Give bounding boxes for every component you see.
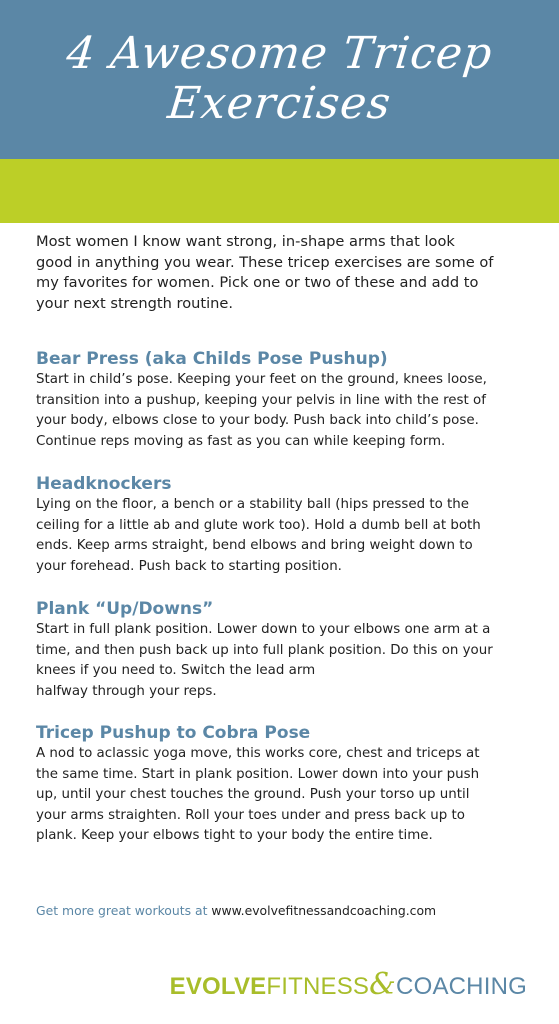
- intro-line: my favorites for women. Pick one or two of these and add to: [36, 274, 479, 291]
- exercise-bear-press: [36, 348, 541, 452]
- exercise-title: Tricep Pushup to Cobra Pose: [36, 723, 311, 743]
- accent-band: [0, 159, 559, 223]
- exercise-line: transition into a pushup, keeping your pelvis in line with the rest of: [36, 392, 486, 408]
- logo-word-fitness: FITNESS: [266, 973, 370, 1000]
- intro-paragraph: [36, 232, 536, 314]
- exercise-line: Start in child’s pose. Keeping your feet on the ground, knees loose,: [36, 372, 487, 387]
- exercise-line: your body, elbows close to your body. Push back into child’s pose.: [36, 413, 479, 428]
- intro-line: good in anything you wear. These tricep exercises are some of: [36, 253, 494, 271]
- exercise-headknockers: [36, 473, 541, 577]
- logo-ampersand: &: [369, 967, 397, 1002]
- exercise-line: time, and then push back up into full plank position. Do this on your: [36, 642, 493, 658]
- brand-logo: [169, 967, 527, 1002]
- exercise-line: Continue reps moving as fast as you can while keeping form.: [36, 433, 446, 449]
- website-link[interactable]: www.evolvefitnessandcoaching.com: [211, 903, 437, 918]
- exercise-tricep-pushup-cobra: [36, 722, 541, 847]
- page-title-line-2: Exercises: [165, 78, 394, 129]
- exercise-title: Plank “Up/Downs”: [36, 599, 214, 619]
- footer-promo: [36, 903, 436, 918]
- exercise-line: your forehead. Push back to starting position.: [36, 558, 342, 574]
- logo-word-evolve: EVOLVE: [169, 973, 267, 1000]
- footer-prefix: Get more great workouts at: [36, 903, 208, 918]
- exercise-title: Bear Press (aka Childs Pose Pushup): [36, 349, 388, 369]
- intro-line: your next strength routine.: [36, 294, 234, 312]
- exercise-line: ceiling for a little ab and glute work too). Hold a dumb bell at both: [36, 517, 481, 533]
- exercise-line: plank. Keep your elbows tight to your body the entire time.: [36, 828, 433, 843]
- exercise-plank-up-downs: [36, 598, 541, 702]
- page-title-line-1: 4 Awesome Tricep: [64, 28, 496, 79]
- exercise-line: up, until your chest touches the ground. Push your torso up until: [36, 787, 470, 802]
- exercise-line: A nod to aclassic yoga move, this works core, chest and triceps at: [36, 746, 480, 761]
- logo-word-coaching: COACHING: [396, 973, 527, 1000]
- exercise-line: ends. Keep arms straight, bend elbows and bring weight down to: [36, 538, 473, 553]
- exercise-title: Headknockers: [36, 474, 172, 494]
- exercise-line: halfway through your reps.: [36, 683, 217, 699]
- exercise-line: your arms straighten. Roll your toes under and press back up to: [36, 807, 465, 823]
- exercise-line: Lying on the floor, a bench or a stability ball (hips pressed to the: [36, 497, 469, 512]
- exercise-line: knees if you need to. Switch the lead arm: [36, 663, 316, 678]
- header-banner: [0, 0, 559, 159]
- exercise-line: the same time. Start in plank position. Lower down into your push: [36, 766, 480, 782]
- intro-line: Most women I know want strong, in-shape arms that look: [36, 233, 455, 250]
- exercise-line: Start in full plank position. Lower down to your elbows one arm at a: [36, 622, 491, 637]
